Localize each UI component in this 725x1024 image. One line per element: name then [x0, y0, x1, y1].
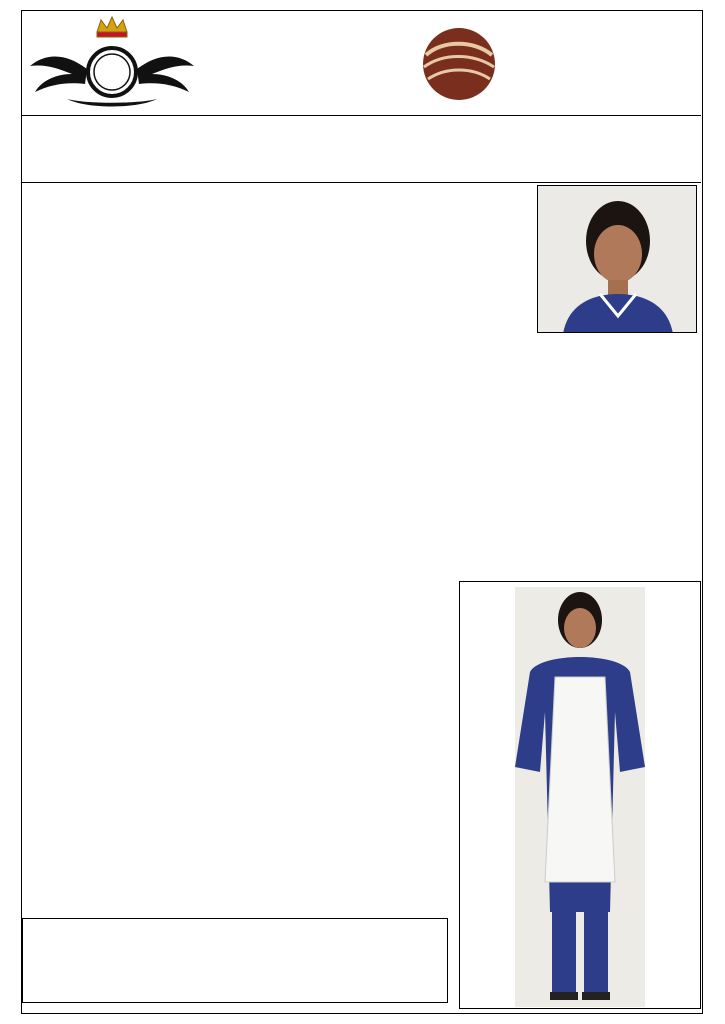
notes-box	[22, 918, 448, 1003]
crown-icon	[97, 17, 127, 37]
application-sheet	[21, 10, 703, 1014]
frsi-logo	[418, 25, 500, 103]
header	[22, 11, 701, 116]
contact-block	[22, 117, 701, 183]
agency-logo	[27, 14, 197, 114]
applicant-full-body-photo	[459, 581, 701, 1009]
applicant-portrait	[537, 185, 697, 333]
